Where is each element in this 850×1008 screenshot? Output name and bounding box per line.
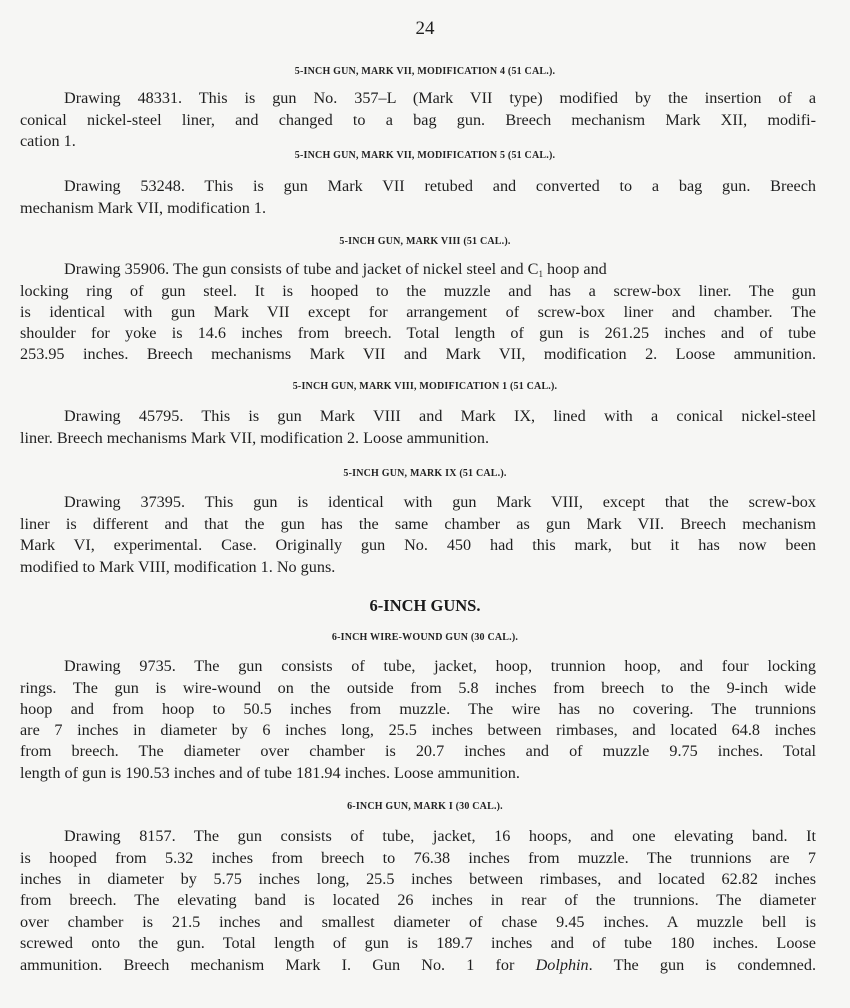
paragraph-line: rings. The gun is wire-wound on the outside from 5.8 inches from breech to the 9-inch wide xyxy=(20,679,816,697)
line-text: Drawing 35906. The gun consists of tube and jacket of nickel steel and C xyxy=(64,260,539,278)
section-heading: 6-INCH GUN, MARK I (30 CAL.). xyxy=(347,801,503,812)
paragraph-line: are 7 inches in diameter by 6 inches long, 25.5 inches between rimbases, and located 64.8 inches xyxy=(20,721,816,739)
subscript: 1 xyxy=(538,269,543,279)
paragraph-line: hoop and from hoop to 50.5 inches from muzzle. The wire has no covering. The trunnions xyxy=(20,700,816,718)
paragraph-line: from breech. The diameter over chamber is 20.7 inches and of muzzle 9.75 inches. Total xyxy=(20,742,816,760)
paragraph-line: is hooped from 5.32 inches from breech to 76.38 inches from muzzle. The trunnions are 7 xyxy=(20,849,816,867)
paragraph-line: 253.95 inches. Breech mechanisms Mark VII and Mark VII, modification 2. Loose ammunition. xyxy=(20,345,816,363)
paragraph-line: is identical with gun Mark VII except for arrangement of screw-box liner and chamber. The xyxy=(20,303,816,321)
paragraph-line: mechanism Mark VII, modification 1. xyxy=(20,199,267,217)
paragraph-line: conical nickel-steel liner, and changed to a bag gun. Breech mechanism Mark XII, modifi- xyxy=(20,111,816,129)
line-text: ammunition. Breech mechanism Mark I. Gun No. 1 for xyxy=(20,956,536,974)
ship-name: Dolphin xyxy=(535,956,589,974)
paragraph-line: liner is different and that the gun has the same chamber as gun Mark VII. Breech mechanism xyxy=(20,515,816,533)
paragraph-line: shoulder for yoke is 14.6 inches from breech. Total length of gun is 261.25 inches and of tube xyxy=(20,324,816,342)
section-heading: 5-INCH GUN, MARK VII, MODIFICATION 4 (51 CAL.). xyxy=(294,66,556,77)
paragraph-line: Drawing 45795. This is gun Mark VIII and Mark IX, lined with a conical nickel-steel xyxy=(64,407,816,425)
paragraph-line: liner. Breech mechanisms Mark VII, modification 2. Loose ammunition. xyxy=(20,429,490,447)
paragraph-line: Mark VI, experimental. Case. Originally gun No. 450 had this mark, but it has now been xyxy=(20,536,816,554)
line-text: hoop and xyxy=(542,260,607,278)
paragraph-line: screwed onto the gun. Total length of gun is 189.7 inches and of tube 180 inches. Loose xyxy=(20,934,816,952)
section-heading: 5-INCH GUN, MARK VIII, MODIFICATION 1 (51 CAL.). xyxy=(292,381,558,392)
paragraph-line: inches in diameter by 5.75 inches long, 25.5 inches between rimbases, and located 62.82 inches xyxy=(20,870,816,888)
paragraph-line: Drawing 53248. This is gun Mark VII retubed and converted to a bag gun. Breech xyxy=(64,177,816,195)
paragraph-line: locking ring of gun steel. It is hooped to the muzzle and has a screw-box liner. The gun xyxy=(20,282,816,300)
section-heading: 6-INCH WIRE-WOUND GUN (30 CAL.). xyxy=(331,632,519,643)
section-heading: 5-INCH GUN, MARK VII, MODIFICATION 5 (51 CAL.). xyxy=(294,150,556,161)
paragraph-line: over chamber is 21.5 inches and smallest diameter of chase 9.45 inches. A muzzle bell is xyxy=(20,913,816,931)
paragraph-line: Drawing 48331. This is gun No. 357–L (Mark VII type) modified by the insertion of a xyxy=(64,89,816,107)
line-text: . The gun is condemned. xyxy=(588,956,816,974)
section-heading: 5-INCH GUN, MARK VIII (51 CAL.). xyxy=(339,236,511,247)
paragraph-line: modified to Mark VIII, modification 1. No guns. xyxy=(20,558,336,576)
paragraph-line: Drawing 9735. The gun consists of tube, jacket, hoop, trunnion hoop, and four locking xyxy=(64,657,816,675)
page-number: 24 xyxy=(415,18,435,39)
section-heading: 5-INCH GUN, MARK IX (51 CAL.). xyxy=(343,468,507,479)
paragraph-line xyxy=(20,955,816,975)
paragraph-line: Drawing 8157. The gun consists of tube, jacket, 16 hoops, and one elevating band. It xyxy=(64,827,816,845)
paragraph-line: from breech. The elevating band is located 26 inches in rear of the trunnions. The diameter xyxy=(20,891,816,909)
major-heading: 6-INCH GUNS. xyxy=(369,596,481,615)
paragraph-line: Drawing 37395. This gun is identical with gun Mark VIII, except that the screw-box xyxy=(64,493,816,511)
paragraph-line: cation 1. xyxy=(20,132,76,150)
paragraph-line: length of gun is 190.53 inches and of tube 181.94 inches. Loose ammunition. xyxy=(20,764,520,782)
